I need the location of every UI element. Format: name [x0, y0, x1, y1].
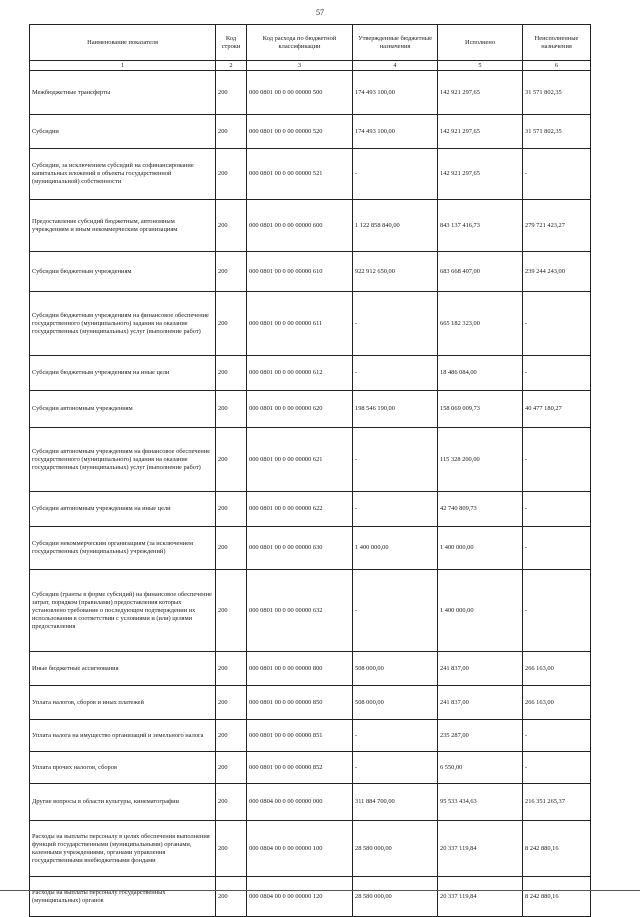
row-classification: 000 0801 00 0 00 00000 500 — [247, 71, 353, 115]
row-classification: 000 0801 00 0 00 00000 621 — [247, 428, 353, 492]
table-row — [30, 149, 591, 200]
row-unexecuted: - — [523, 149, 591, 200]
row-code: 200 — [216, 200, 247, 252]
row-executed: 142 921 297,65 — [438, 71, 523, 115]
row-approved: - — [353, 752, 438, 784]
row-name: Другие вопросы в области культуры, кинематографии — [30, 784, 216, 821]
row-approved: 508 000,00 — [353, 686, 438, 720]
column-number: 2 — [216, 61, 247, 71]
header-row — [30, 25, 591, 61]
table-row — [30, 428, 591, 492]
row-classification: 000 0801 00 0 00 00000 611 — [247, 292, 353, 356]
row-name: Субсидии, за исключением субсидий на софинансирование капитальных вложений в объекты государственной (муниципальной) собственности — [30, 149, 216, 200]
row-unexecuted: 8 242 880,16 — [523, 821, 591, 877]
row-code: 200 — [216, 71, 247, 115]
row-executed: 20 337 119,84 — [438, 821, 523, 877]
row-executed: 95 533 434,63 — [438, 784, 523, 821]
table-row — [30, 784, 591, 821]
row-approved: - — [353, 492, 438, 527]
table-row — [30, 292, 591, 356]
row-code: 200 — [216, 570, 247, 652]
row-unexecuted: 31 571 802,35 — [523, 115, 591, 149]
header-classification: Код расхода по бюджетной классификации — [247, 25, 353, 61]
header-code: Код строки — [216, 25, 247, 61]
row-unexecuted: 279 721 423,27 — [523, 200, 591, 252]
row-code: 200 — [216, 752, 247, 784]
row-unexecuted: - — [523, 527, 591, 570]
row-executed: 665 182 323,00 — [438, 292, 523, 356]
row-approved: 28 580 000,00 — [353, 821, 438, 877]
row-code: 200 — [216, 149, 247, 200]
row-executed: 1 400 000,00 — [438, 527, 523, 570]
row-unexecuted: - — [523, 292, 591, 356]
row-classification: 000 0801 00 0 00 00000 610 — [247, 252, 353, 292]
row-code: 200 — [216, 686, 247, 720]
row-name: Субсидии автономным учреждениям на финансовое обеспечение государственного (муниципального) задания на оказание государственных (муниципальных) услуг (выполнение работ) — [30, 428, 216, 492]
row-name: Субсидии некоммерческим организациям (за исключением государственных (муниципальных) учреждений) — [30, 527, 216, 570]
row-code: 200 — [216, 821, 247, 877]
row-unexecuted: - — [523, 752, 591, 784]
row-executed: 115 328 200,00 — [438, 428, 523, 492]
table-row — [30, 752, 591, 784]
row-executed: 241 837,00 — [438, 686, 523, 720]
column-number: 4 — [353, 61, 438, 71]
row-name: Субсидии бюджетным учреждениям — [30, 252, 216, 292]
table-row — [30, 391, 591, 428]
row-unexecuted: - — [523, 720, 591, 752]
row-classification: 000 0804 00 0 00 00000 120 — [247, 877, 353, 917]
row-approved: - — [353, 149, 438, 200]
page-number: 57 — [316, 8, 324, 17]
row-name: Субсидии (гранты в форме субсидий) на финансовое обеспечение затрат, порядком (правилами) предоставления которых установлено требование о последующем подтверждении их использования в соответствии с условиями и (или) целями предоставления — [30, 570, 216, 652]
table-row — [30, 115, 591, 149]
row-code: 200 — [216, 428, 247, 492]
row-approved: 1 122 858 840,00 — [353, 200, 438, 252]
row-classification: 000 0801 00 0 00 00000 620 — [247, 391, 353, 428]
row-approved: - — [353, 720, 438, 752]
table-row — [30, 877, 591, 917]
row-name: Расходы на выплаты персоналу государственных (муниципальных) органов — [30, 877, 216, 917]
row-classification: 000 0801 00 0 00 00000 521 — [247, 149, 353, 200]
column-number: 5 — [438, 61, 523, 71]
row-unexecuted: - — [523, 492, 591, 527]
row-code: 200 — [216, 877, 247, 917]
row-code: 200 — [216, 292, 247, 356]
row-executed: 142 921 297,65 — [438, 115, 523, 149]
row-code: 200 — [216, 527, 247, 570]
row-classification: 000 0804 00 0 00 00000 100 — [247, 821, 353, 877]
column-number-row — [30, 61, 591, 71]
table-row — [30, 492, 591, 527]
row-classification: 000 0801 00 0 00 00000 612 — [247, 356, 353, 391]
row-name: Предоставление субсидий бюджетным, автономным учреждениям и иным некоммерческим организациям — [30, 200, 216, 252]
row-unexecuted: - — [523, 356, 591, 391]
row-approved: 28 580 000,00 — [353, 877, 438, 917]
header-name: Наименование показателя — [30, 25, 216, 61]
budget-execution-table — [29, 24, 591, 917]
page-bottom-rule — [0, 890, 640, 891]
row-code: 200 — [216, 652, 247, 686]
row-name: Расходы на выплаты персоналу в целях обеспечения выполнения функций государственными (муниципальными) органами, казенными учреждениями, органами управления государственными внебюджетными фондами — [30, 821, 216, 877]
row-classification: 000 0801 00 0 00 00000 600 — [247, 200, 353, 252]
table-row — [30, 652, 591, 686]
table-row — [30, 686, 591, 720]
row-code: 200 — [216, 391, 247, 428]
row-approved: 174 493 100,00 — [353, 71, 438, 115]
row-name: Уплата налога на имущество организаций и земельного налога — [30, 720, 216, 752]
row-approved: 922 912 650,00 — [353, 252, 438, 292]
row-executed: 241 837,00 — [438, 652, 523, 686]
table-row — [30, 252, 591, 292]
row-classification: 000 0801 00 0 00 00000 632 — [247, 570, 353, 652]
row-name: Уплата прочих налогов, сборов — [30, 752, 216, 784]
row-approved: 174 493 100,00 — [353, 115, 438, 149]
row-classification: 000 0801 00 0 00 00000 800 — [247, 652, 353, 686]
row-executed: 6 550,00 — [438, 752, 523, 784]
header-executed: Исполнено — [438, 25, 523, 61]
row-classification: 000 0804 00 0 00 00000 000 — [247, 784, 353, 821]
row-classification: 000 0801 00 0 00 00000 630 — [247, 527, 353, 570]
row-approved: - — [353, 292, 438, 356]
column-number: 3 — [247, 61, 353, 71]
row-name: Субсидии автономным учреждениям — [30, 391, 216, 428]
row-executed: 18 486 084,00 — [438, 356, 523, 391]
row-approved: - — [353, 356, 438, 391]
row-approved: 508 000,00 — [353, 652, 438, 686]
row-approved: 1 400 000,00 — [353, 527, 438, 570]
row-unexecuted: 266 163,00 — [523, 686, 591, 720]
table-row — [30, 527, 591, 570]
row-name: Субсидии автономным учреждениям на иные цели — [30, 492, 216, 527]
column-number: 1 — [30, 61, 216, 71]
row-classification: 000 0801 00 0 00 00000 852 — [247, 752, 353, 784]
row-executed: 142 921 297,65 — [438, 149, 523, 200]
row-classification: 000 0801 00 0 00 00000 851 — [247, 720, 353, 752]
row-name: Субсидии бюджетным учреждениям на иные цели — [30, 356, 216, 391]
row-unexecuted: 31 571 802,35 — [523, 71, 591, 115]
row-code: 200 — [216, 356, 247, 391]
row-code: 200 — [216, 115, 247, 149]
row-executed: 843 137 416,73 — [438, 200, 523, 252]
row-unexecuted: 216 351 265,37 — [523, 784, 591, 821]
row-name: Субсидии бюджетным учреждениям на финансовое обеспечение государственного (муниципального) задания на оказание государственных (муниципальных) услуг (выполнение работ) — [30, 292, 216, 356]
row-approved: 311 884 700,00 — [353, 784, 438, 821]
column-number: 6 — [523, 61, 591, 71]
table-row — [30, 570, 591, 652]
row-unexecuted: - — [523, 428, 591, 492]
row-name: Межбюджетные трансферты — [30, 71, 216, 115]
row-code: 200 — [216, 492, 247, 527]
row-unexecuted: - — [523, 570, 591, 652]
row-classification: 000 0801 00 0 00 00000 622 — [247, 492, 353, 527]
row-code: 200 — [216, 252, 247, 292]
row-approved: - — [353, 570, 438, 652]
table-row — [30, 356, 591, 391]
row-executed: 158 069 009,73 — [438, 391, 523, 428]
row-executed: 1 400 000,00 — [438, 570, 523, 652]
row-classification: 000 0801 00 0 00 00000 850 — [247, 686, 353, 720]
table-row — [30, 71, 591, 115]
row-executed: 235 287,00 — [438, 720, 523, 752]
row-name: Субсидии — [30, 115, 216, 149]
row-code: 200 — [216, 784, 247, 821]
header-approved: Утвержденные бюджетные назначения — [353, 25, 438, 61]
table-row — [30, 821, 591, 877]
row-classification: 000 0801 00 0 00 00000 520 — [247, 115, 353, 149]
table-row — [30, 200, 591, 252]
row-name: Уплата налогов, сборов и иных платежей — [30, 686, 216, 720]
row-unexecuted: 266 163,00 — [523, 652, 591, 686]
row-unexecuted: 8 242 880,16 — [523, 877, 591, 917]
row-name: Иные бюджетные ассигнования — [30, 652, 216, 686]
table-row — [30, 720, 591, 752]
header-unexecuted: Неисполненные назначения — [523, 25, 591, 61]
row-unexecuted: 239 244 243,00 — [523, 252, 591, 292]
row-executed: 20 337 119,84 — [438, 877, 523, 917]
row-code: 200 — [216, 720, 247, 752]
row-approved: - — [353, 428, 438, 492]
row-executed: 683 668 407,00 — [438, 252, 523, 292]
row-approved: 198 546 190,00 — [353, 391, 438, 428]
row-unexecuted: 40 477 180,27 — [523, 391, 591, 428]
row-executed: 42 740 809,73 — [438, 492, 523, 527]
